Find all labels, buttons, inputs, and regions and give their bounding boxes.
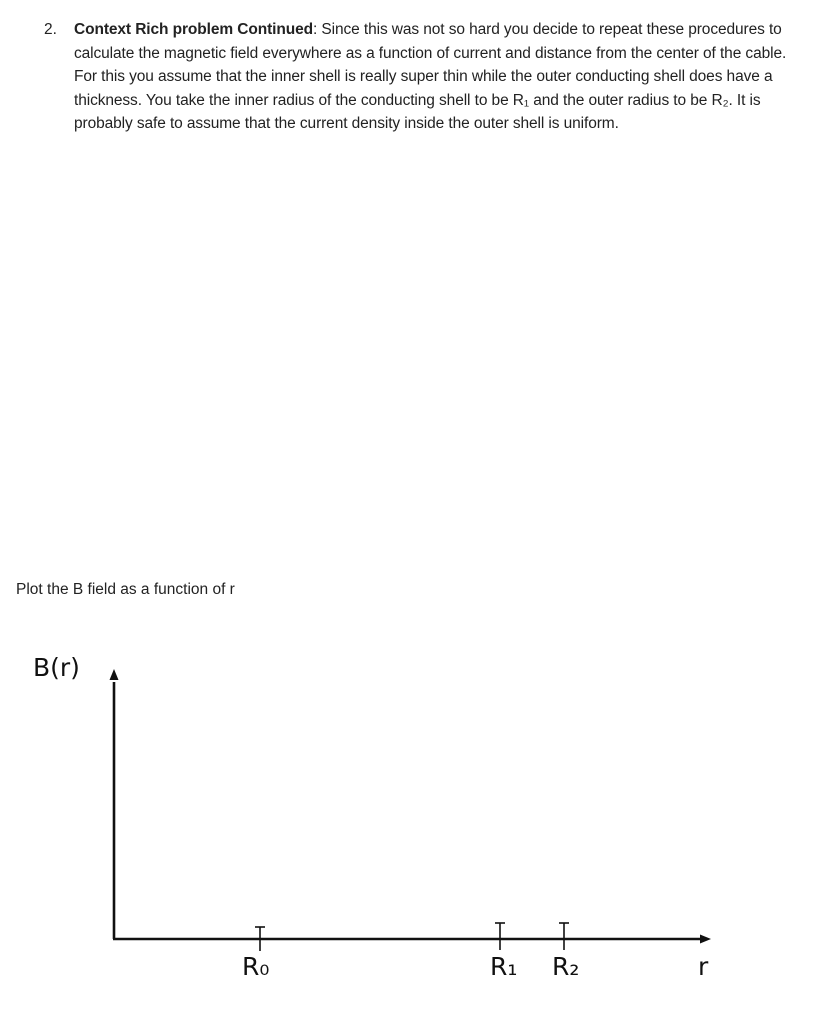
plot-prompt: Plot the B field as a function of r (16, 581, 235, 598)
b-field-graph (0, 630, 837, 1024)
tick-label-r1: R₁ (490, 952, 518, 981)
tick-label-r0: R₀ (242, 952, 270, 981)
y-axis-arrowhead (110, 669, 119, 680)
tick-label-r2: R₂ (552, 952, 580, 981)
problem-title-separator: : (312, 21, 318, 38)
y-axis-label: B(r) (33, 653, 80, 682)
x-axis-label: r (698, 952, 709, 981)
problem-text (74, 18, 804, 136)
problem-title: Context Rich problem Continued (74, 21, 313, 38)
problem-number: 2. (44, 21, 57, 38)
x-axis-arrowhead (700, 935, 711, 944)
problem-body: Since this was not so hard you decide to repeat these procedures to calculate the magnetic field everywhere as a function of current and distance from the center of the cable. For this you assume that the inner shell is really super thin while the outer conducting shell does have a thickness. You take the inner radius of the conducting shell to be R₁ and the outer radius to be R₂. It is probably safe to assume that the current density inside the outer shell is uniform. (74, 21, 787, 132)
